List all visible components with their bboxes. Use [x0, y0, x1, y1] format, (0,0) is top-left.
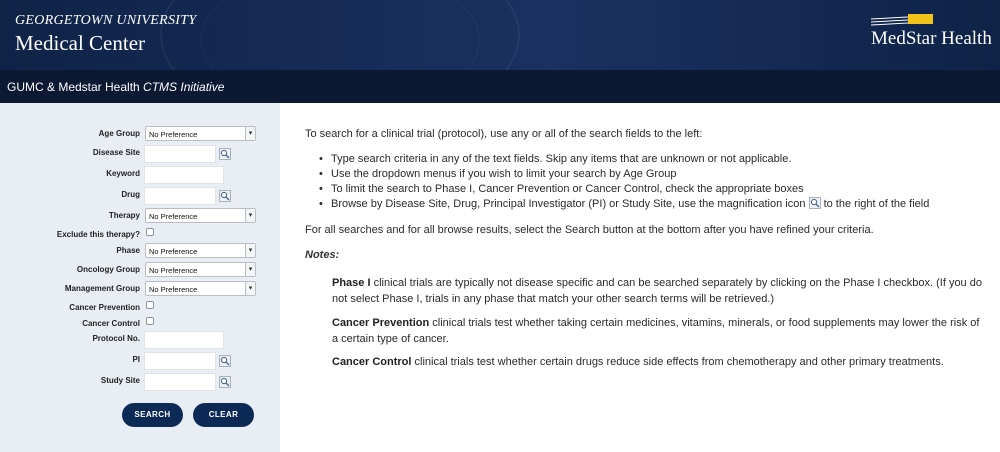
magnifier-icon[interactable] — [219, 190, 231, 202]
instruction-list — [319, 152, 929, 212]
disease-site-label: Disease Site — [92, 148, 140, 157]
age-group-label: Age Group — [98, 129, 140, 138]
note-cancer-control — [332, 354, 982, 370]
note-term: Phase I — [332, 277, 371, 289]
cancer-control-checkbox[interactable] — [146, 317, 154, 325]
phase-row — [0, 243, 280, 263]
management-group-label: Management Group — [64, 284, 140, 293]
note-term: Cancer Prevention — [332, 317, 430, 329]
instruction-text: Use the dropdown menus if you wish to limit your search by Age Group — [331, 168, 677, 180]
dropdown-arrow-icon[interactable]: ▾ — [245, 209, 255, 222]
magnifier-icon[interactable] — [219, 376, 231, 388]
magnifier-icon[interactable] — [219, 148, 231, 160]
keyword-label: Keyword — [106, 169, 140, 178]
search-sidebar — [0, 103, 280, 452]
clear-button[interactable]: CLEAR — [193, 403, 254, 427]
search-button[interactable]: SEARCH — [122, 403, 183, 427]
age-group-select[interactable] — [145, 126, 256, 141]
management-group-select[interactable] — [145, 281, 256, 296]
phase-value: No Preference — [149, 247, 198, 256]
oncology-group-select[interactable] — [145, 262, 256, 277]
note-text: clinical trials test whether certain drugs reduce side effects from chemotherapy and other primary treatments. — [411, 356, 944, 368]
intro-text: To search for a clinical trial (protocol), use any or all of the search fields to the left: — [305, 128, 703, 140]
instruction-text: Type search criteria in any of the text fields. Skip any items that are unknown or not applicable. — [331, 153, 792, 165]
list-item — [319, 152, 929, 167]
protocol-no-label: Protocol No. — [92, 334, 140, 343]
drug-row — [0, 187, 280, 207]
oncology-group-label: Oncology Group — [76, 265, 140, 274]
medstar-wordmark: MedStar Health — [871, 28, 992, 49]
instruction-text: Browse by Disease Site, Drug, Principal Investigator (PI) or Study Site, use the magnification icon — [331, 198, 806, 210]
note-text: clinical trials test whether taking certain medicines, vitamins, minerals, or food supplements may lower the risk of a certain type of cancer. — [332, 317, 980, 345]
oncology-group-value: No Preference — [149, 266, 198, 275]
notes-heading: Notes: — [305, 249, 340, 261]
dropdown-arrow-icon[interactable]: ▾ — [245, 244, 255, 257]
note-phase-i — [332, 275, 982, 307]
magnifier-icon[interactable] — [219, 355, 231, 367]
study-site-input[interactable] — [144, 373, 216, 391]
protocol-no-input[interactable] — [144, 331, 224, 349]
keyword-row — [0, 166, 280, 186]
seal-watermark-inner — [200, 0, 480, 70]
initiative-title: GUMC & Medstar Health — [7, 80, 144, 94]
therapy-row — [0, 208, 280, 228]
cancer-prevention-label: Cancer Prevention — [69, 303, 140, 312]
note-cancer-prevention — [332, 315, 982, 347]
pi-label: PI — [132, 355, 140, 364]
instruction-text: To limit the search to Phase I, Cancer Prevention or Cancer Control, check the appropriate boxes — [331, 183, 804, 195]
exclude-therapy-label: Exclude this therapy? — [56, 230, 140, 239]
protocol-no-row — [0, 331, 280, 351]
cancer-control-label: Cancer Control — [82, 319, 140, 328]
for-all-text: For all searches and for all browse results, select the Search button at the bottom after you have refined your criteria. — [305, 224, 874, 236]
drug-label: Drug — [121, 190, 140, 199]
list-item — [319, 197, 929, 212]
header-banner — [0, 0, 1000, 70]
management-group-value: No Preference — [149, 285, 198, 294]
phase-select[interactable] — [145, 243, 256, 258]
note-term: Cancer Control — [332, 356, 412, 368]
therapy-label: Therapy — [108, 211, 140, 220]
gu-wordmark-line2: Medical Center — [15, 31, 146, 55]
disease-site-input[interactable] — [144, 145, 216, 163]
cancer-prevention-checkbox[interactable] — [146, 301, 154, 309]
therapy-select[interactable] — [145, 208, 256, 223]
phase-label: Phase — [116, 246, 140, 255]
oncology-group-row — [0, 262, 280, 282]
list-item — [319, 167, 929, 182]
note-text: clinical trials are typically not disease specific and can be searched separately by clicking on the Phase I checkbox. (If you do not select Phase I, trials in any phase that match your other search terms will be retrieved.) — [332, 277, 982, 305]
drug-input[interactable] — [144, 187, 216, 205]
disease-site-row — [0, 145, 280, 165]
gu-wordmark-line1: GEORGETOWN UNIVERSITY — [15, 13, 197, 28]
pi-input[interactable] — [144, 352, 216, 370]
initiative-bar — [0, 70, 1000, 103]
pi-row — [0, 352, 280, 372]
dropdown-arrow-icon[interactable]: ▾ — [245, 127, 255, 140]
dropdown-arrow-icon[interactable]: ▾ — [245, 282, 255, 295]
study-site-row — [0, 373, 280, 393]
age-group-row — [0, 126, 280, 146]
study-site-label: Study Site — [100, 376, 140, 385]
keyword-input[interactable] — [144, 166, 224, 184]
therapy-value: No Preference — [149, 212, 198, 221]
management-group-row — [0, 281, 280, 301]
initiative-title-italic: CTMS Initiative — [143, 80, 225, 94]
exclude-therapy-checkbox[interactable] — [146, 228, 154, 236]
magnifier-icon — [809, 197, 821, 209]
list-item — [319, 182, 929, 197]
age-group-value: No Preference — [149, 130, 198, 139]
instruction-text-tail: to the right of the field — [820, 198, 930, 210]
dropdown-arrow-icon[interactable]: ▾ — [245, 263, 255, 276]
